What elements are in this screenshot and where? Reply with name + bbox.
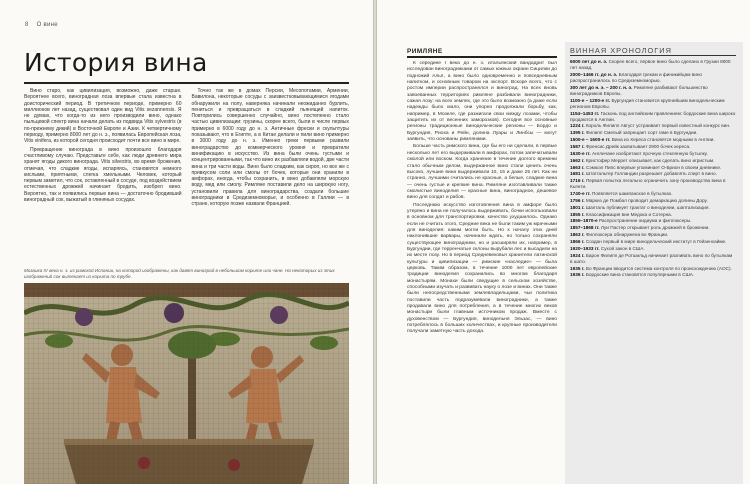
chronology-year: 2000–1466 гг. до н. э.	[570, 71, 618, 77]
chronology-entry	[570, 137, 736, 143]
chronology-year: 1630-е гг.	[570, 150, 591, 156]
chronology-text: Первая попытка легально ограничить зону производства вина в Кьянти.	[570, 178, 726, 190]
chronology-text: Маркиз де Помбал проводит демаркацию долины Дору.	[585, 197, 708, 203]
chronology-year: 1855 г.	[570, 211, 585, 217]
chronology-heading: ВИННАЯ ХРОНОЛОГИЯ	[570, 46, 672, 55]
chronology-entry	[570, 272, 736, 278]
chronology-text: Бордоские вина становятся популярными в США.	[585, 272, 695, 278]
chronology-year: 1395 г.	[570, 130, 585, 136]
sidebar-divider	[407, 56, 557, 58]
chronology-year: 1855–1870-е	[570, 218, 598, 224]
mosaic-illustration	[24, 283, 349, 484]
chronology-text: Король Филипп Август устраивает первый известный конкурс вин.	[585, 123, 731, 129]
chronology-year: 1924 г.	[570, 252, 585, 258]
chronology-text: Кристофер Меррет описывает, как сделать вино игристым.	[585, 157, 715, 163]
chronology-text: Бургундия становится крупнейшим винодельческим регионом Европы.	[570, 97, 725, 109]
chronology-divider	[570, 55, 736, 56]
chronology-text: Френсис Дрейк захватывает 2900 бочек хереса.	[585, 143, 691, 149]
chronology-year: 1866 г.	[570, 239, 585, 244]
chronology-entry	[570, 198, 736, 204]
chronology-year: 1863 г.	[570, 232, 585, 238]
chronology-year: 1224 г.	[570, 123, 585, 129]
chronology-panel	[565, 42, 743, 484]
chronology-year: 1716 г.	[570, 178, 585, 184]
chronology-entry	[570, 158, 736, 164]
body-paragraph: Вино старо, как цивилизация, возможно, даже старше. Вероятнее всего, виноградная лоза впервые стала известна в доисторический период. В третичном периоде, примерно 60 миллионов лет назад, существовал один вид Vitis sezannensis. Я не думаю, что когда-то из него производили вино, однако пыльцевой спектр вина начали делать из подвида Vitis sylvestris (в по-прежнему дикий) в Восточной Европе и Азии. К четвертичному периоду, примерно 8000 лет до н. э., появилась Европейская лоза, Vitis vinifera, из которой сегодня происходит почти все вино в мире.	[24, 88, 182, 145]
running-head	[25, 22, 58, 28]
chapter-title: История вина	[24, 48, 208, 77]
chronology-year: 1756 г.	[570, 197, 585, 203]
chronology-entry	[570, 151, 736, 157]
chronology-entry	[570, 165, 736, 171]
chronology-text: Шапталь публикует трактат о виноделии, шаптализация.	[585, 204, 710, 210]
sidebar-paragraph: Последнюю искусство изготовления вина в амфоре было утеряно и вина не получалось выдерживать, бочки использовали в основном для транспортировки, качество ухудшилось. Однако если не считать этого, Средние века не были таким уж мрачными для виноделия: каким могли быть. Но к началу этих дней наклонившие варвары, начинали ждать, но только сохраняли существующее виноградники, но и расширяли их, например, в Бургундии, где терренчатые склоны вырубали лес и высадили на их месте лозу. Но в период Средневековья хранители латинской культуры и цивилизации — римские «наследие» — была церковь. Таким образом, в течение 1000 лет европейские традиции виноделия сохранились во многом благодаря монастырям. Монахи были сведущие в сельском хозяйстве, способными изучать и развивать науку о лозе и винах. Они также были непосредственными землевладельцами, чьи политика поставили часть подразумевали виноградники, а также продавали вино для потребления, а в течение многих веков монастыри были главным источником продаж. Вместе с духовенством — Бургундия, винодельня Эльзас, — вино потреблялось в больших количествах, и крупные производители получали заметную часть дохода.	[407, 202, 557, 335]
body-text	[24, 88, 349, 266]
sidebar-paragraph: К середине I века до н. э. итальянский вандадрит был исследован виноградниками от самых южных окраин Сицилии до подножий Альп, а вино было одновременно и повседневным напитком, и основным товаром на экспорт. Вскоре всего, что с ростом империи распространялся и виноград. На всех вновь завоеванных территориях римляне разбивали виноградники, сажая лозу: на всех землях, где это было возможно (а даже если надежды было мало, они упорно продолжали борьбу, как, например, в Мозеле, где разжигали свои между лозами, чтобы защитить их от весенних заморозков). Сегодня все основные регионы традиционные винодельческие регионы — Бордо и Бургундия, Риоха и Рейн, долина Луары и Линбсы — могут заявить, что основаны римлянами.	[407, 61, 557, 143]
chronology-text: Появляется шампанское в бутылках.	[591, 191, 673, 197]
body-paragraph: Превращение винограда в вино произошло благодаря счастливому случаю. Представьте себе, как люди древнего мира хранят ягоды дикого винограда. Vitis silvestris, во время брожения, отмечая, что сладкие ягоды, испаряясь, становятся немного кислыми, приятными, слегка хмельными. Человек, который первым заметил, что сок, оставленный в сосуде, под воздействием естественных дрожжей начинает бродить, изобрел вино. Вероятно, так и появились первые вина — достаточно бродивший виноградный сок, выжатый в глиняных сосудах.	[24, 146, 182, 204]
chronology-entry	[570, 144, 736, 150]
chronology-text: Филлоксера обнаружена во Франции.	[585, 232, 669, 238]
left-page	[0, 0, 373, 484]
right-page	[377, 0, 750, 484]
chronology-text: Сэмюэл Пипс впервые упоминает О-Брион в своем дневнике.	[585, 164, 722, 170]
chronology-text: Гасконь под английским правлением: бордоские вина широко продаются в Англии.	[570, 110, 736, 122]
sidebar-text	[407, 61, 557, 481]
chronology-entry	[570, 130, 736, 136]
chronology-text: Благодаря грекам и финикийцам вино распространилось по Средиземноморью.	[570, 71, 703, 83]
chronology-year: 1681 г.	[570, 171, 585, 177]
chronology-year: 1857–1868 гг.	[570, 225, 600, 231]
chronology-year: 1801 г.	[570, 204, 585, 210]
chronology-entry	[570, 212, 736, 218]
chronology-entry	[570, 59, 736, 71]
chronology-entry	[570, 191, 736, 197]
chronology-year: 1936 г.	[570, 272, 585, 278]
chronology-entry	[570, 225, 736, 231]
chronology-entry	[570, 171, 736, 177]
page-number: 8	[25, 22, 29, 28]
sidebar-paragraph: Больше часть римского вина, где бы его ни сделали, в первые несколько лет его выдерживали в амфорах, потом запечатывали смолой или воском. Когда хранение в течение долгого времени стало обычным делом, выдержанное вино стали ценить очень высоко, лучшие вина выдерживали 10, 15 и даже 25 лет. Как ни странно, лучшими считались не красные, а белые, сладкие вина — очень густые и крепкие вина. Римляне изготавливали также смолистые виноделия — красные вина, виноградное, дешевое вино для солдат и рабов.	[407, 144, 557, 201]
chronology-year: 1154–1453 гг.	[570, 110, 600, 116]
chronology-entry	[570, 111, 736, 123]
chronology-year: 300 лет до н. э. – 200 г. н. э.	[570, 84, 633, 90]
chronology-entry	[570, 232, 736, 238]
chronology-year: 1935 г.	[570, 265, 585, 271]
sidebar-heading: РИМЛЯНЕ	[407, 48, 443, 55]
chronology-year: 1662 г.	[570, 157, 585, 163]
chronology-text: Штатгальтер Голландии разрешает добавлять спирт в вино.	[585, 171, 717, 177]
chronology-entry	[570, 85, 736, 97]
chronology-year: 1740-е гг.	[570, 191, 591, 197]
chronology-text: Создан первый в мире винодельческий институт в Гейзенхайме.	[585, 239, 727, 244]
title-divider	[24, 82, 349, 84]
image-caption: Мозаика IV века н. э. из римской Испании, на которой изображены, как давят виноград в небольшом корыте или чане. На некоторых из этих изображений сок вытекает из корыта по трубе.	[24, 268, 335, 279]
chronology-text: Классификация вин Медока и Сотерна.	[585, 211, 673, 217]
chronology-entry	[570, 98, 736, 110]
chronology-year: 1920–1933 гг.	[570, 245, 600, 251]
chronology-text: Во Франции вводится система контроля по происхождению (AOC).	[585, 265, 732, 271]
chronology-year: 1663 г.	[570, 164, 585, 170]
chronology-entry	[570, 218, 736, 224]
chronology-year: 1500-е – 1600-е гг.	[570, 137, 611, 143]
chronology-text: Римляне разбивают большинство виноградников Европы.	[570, 84, 708, 96]
chronology-entry	[570, 123, 736, 129]
chronology-year: 6000 лет до н. э.	[570, 59, 608, 64]
chronology-entry	[570, 266, 736, 272]
chronology-entry	[570, 239, 736, 245]
section-name: О вине	[36, 22, 58, 28]
chronology-year: 1587 г.	[570, 143, 585, 149]
chronology-entry	[570, 72, 736, 84]
chronology-entry	[570, 178, 736, 190]
chronology-text: Луи Пастер открывает роль дрожжей в брожении.	[600, 225, 710, 231]
chronology-text: Филипп Смелый запрещает сорт гаме в Бургундии.	[585, 130, 698, 136]
chronology-text: Англичане изобретают прочную стеклянную бутылку.	[591, 150, 708, 156]
chronology-entry	[570, 246, 736, 252]
chronology-text: Сухой закон в США.	[600, 245, 645, 251]
roman-mosaic-image	[24, 283, 349, 484]
chronology-list	[570, 59, 736, 279]
chronology-text: Скорее всего, первое вино было сделано в Грузии 8000 лет назад.	[570, 59, 731, 71]
chronology-text: Вина из Хереса становятся модными в Англии.	[611, 137, 715, 143]
chronology-entry	[570, 205, 736, 211]
chronology-year: 1100-е – 1200-е гг.	[570, 97, 611, 103]
chronology-entry	[570, 253, 736, 265]
chronology-text: Распространение оидиума и филлоксеры.	[598, 218, 692, 224]
body-paragraph: Точно так же в домах Персии, Месопотамии, Армении, Вавилона, некоторые сосуды с заизвестковывающимися ягодами обнаружили на полу, наверняка начинали неожиданно бурлить, пениться и превращаться в сладкий пьянящий напиток. Повторились совершенно случайно, вино постепенно стало частью цивилизации: грузины, скорее всего, были в числе первых примерно в 6000 году до н. э. Античные фрески и скульптуры показывают, что в Египте, а в Китае делали и пили вино примерно в 3000 году до н. э. Именно греки первыми развили виноградарство до коммерческого уровня и превратили винификацию в искусство. Из вина были очень густыми и концентрированными, так что вино их разбавляли водой, две части вина и три части воды. Вино было сладким, как сироп, но все же с привкусом соли или смолы от бочек, которые они хранили в амфорах, иногда, чтобы сохранить, в вино добавляли морскую воду, мед или смолу. Римляне поставили дело на широкую ногу, установили правила для виноградарства, создали большие виноградники в Средиземноморье, и особенно в Галлии — в стране, которую позже назвали Францией.	[191, 88, 349, 208]
chronology-text: Барон Филипп де Ротшильд начинает разливать вино по бутылкам в шато.	[570, 252, 733, 264]
